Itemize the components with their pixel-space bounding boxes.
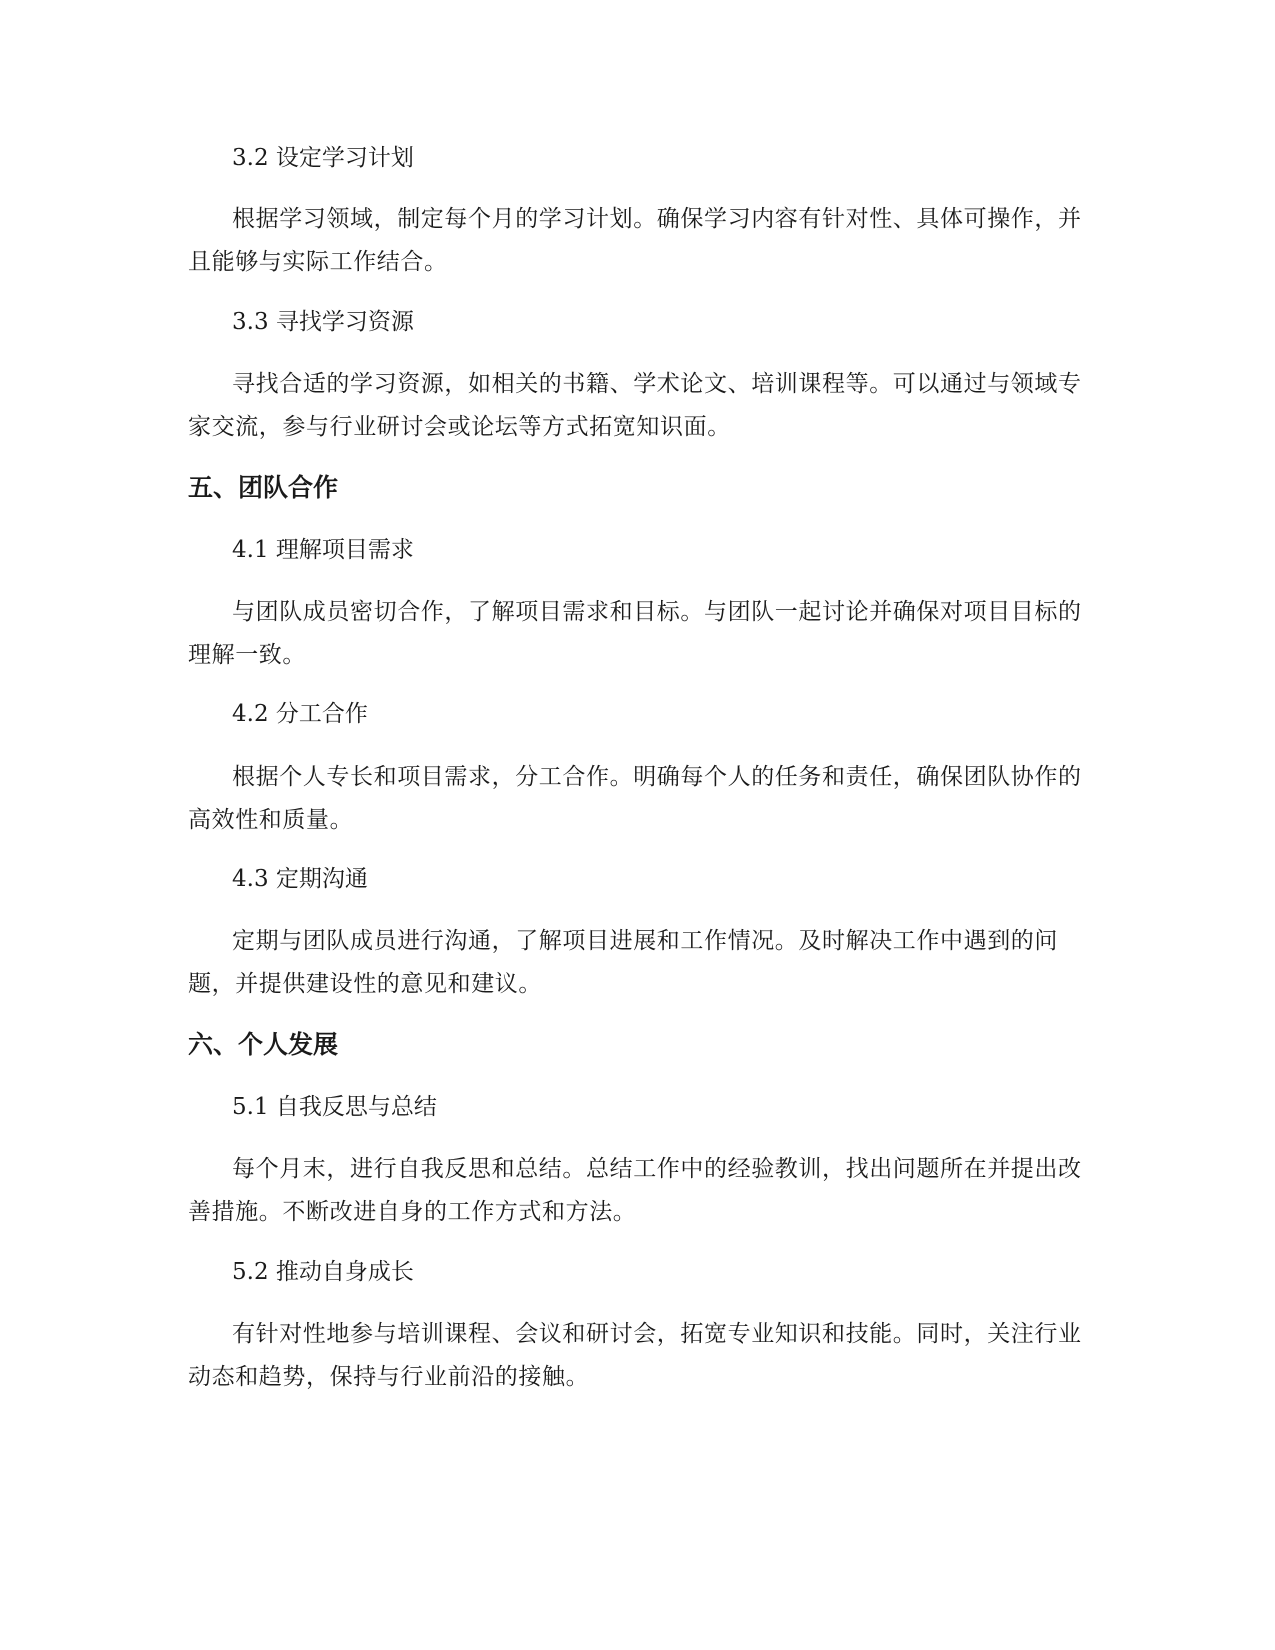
subsection-heading: 4.2 分工合作 — [232, 701, 368, 727]
paragraph: 有针对性地参与培训课程、会议和研讨会，拓宽专业知识和技能。同时，关注行业动态和趋势，保持与行业前沿的接触。 — [188, 1321, 1082, 1390]
paragraph: 每个月末，进行自我反思和总结。总结工作中的经验教训，找出问题所在并提出改善措施。不断改进自身的工作方式和方法。 — [188, 1156, 1082, 1225]
subsection-heading: 5.1 自我反思与总结 — [232, 1094, 437, 1120]
subsection-heading: 5.2 推动自身成长 — [232, 1259, 414, 1285]
paragraph: 根据学习领域，制定每个月的学习计划。确保学习内容有针对性、具体可操作，并且能够与实际工作结合。 — [188, 206, 1082, 275]
subsection-heading: 4.3 定期沟通 — [232, 866, 368, 892]
paragraph: 定期与团队成员进行沟通，了解项目进展和工作情况。及时解决工作中遇到的问题，并提供建设性的意见和建议。 — [188, 928, 1058, 997]
section-heading: 六、个人发展 — [188, 1030, 339, 1059]
subsection-heading: 3.2 设定学习计划 — [232, 145, 414, 171]
paragraph: 与团队成员密切合作，了解项目需求和目标。与团队一起讨论并确保对项目目标的理解一致。 — [188, 599, 1082, 668]
subsection-heading: 3.3 寻找学习资源 — [232, 309, 414, 335]
section-heading: 五、团队合作 — [188, 473, 339, 502]
paragraph: 根据个人专长和项目需求，分工合作。明确每个人的任务和责任，确保团队协作的高效性和质量。 — [188, 764, 1082, 833]
subsection-heading: 4.1 理解项目需求 — [232, 537, 414, 563]
paragraph: 寻找合适的学习资源，如相关的书籍、学术论文、培训课程等。可以通过与领域专家交流，参与行业研讨会或论坛等方式拓宽知识面。 — [188, 371, 1082, 440]
